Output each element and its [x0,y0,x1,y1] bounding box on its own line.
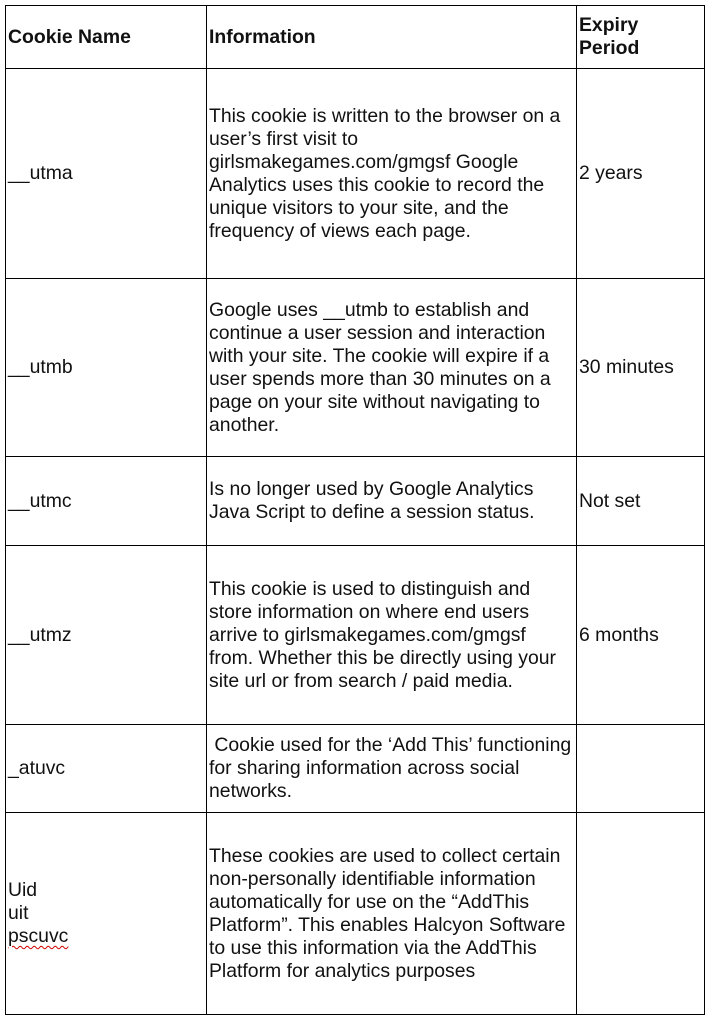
cookie-expiry-cell [577,725,705,813]
cookie-info: Google uses __utmb to establish and continue a user session and interaction with your site. The cookie will expire if a user spends more than 30 minutes on a page on your site without navigating to another. [209,298,551,436]
cookie-info: Cookie used for the ‘Add This’ functioning for sharing information across social networks. [209,734,577,802]
cookie-info-cell [207,813,577,1015]
cookie-info: These cookies are used to collect certain non-personally identifiable information automatically for use on the “AddThis Platform”. This enables Halcyon Software to use this information via the AddThis Platform for analytics purposes [209,844,566,982]
header-information: Information [207,6,577,69]
cookie-info-cell [207,725,577,813]
cookie-name-cell [6,725,207,813]
table-row [6,813,705,1015]
cookie-name-cell [6,279,207,457]
cookie-expiry-cell: 30 minutes [577,279,705,457]
cookie-table-container [5,5,705,1015]
cookie-expiry-cell [577,813,705,1015]
cookie-name: uit [8,902,29,924]
header-expiry-period: Expiry Period [577,6,705,69]
cookie-name: __utmc [8,489,72,512]
table-row [6,546,705,725]
table-header-row [6,6,705,69]
cookie-name: _atuvc [8,757,66,779]
cookie-name: __utmb [8,356,73,378]
cookie-name: __utmz [8,623,72,646]
table-row [6,69,705,279]
cookie-name-cell [6,69,207,279]
cookie-info: This cookie is written to the browser on a user’s first visit to girlsmakegames.com/gmgsf Google Analytics uses this cookie to record the unique visitors to your site, and the frequency of views each page. [209,104,561,242]
header-cookie-name: Cookie Name [6,6,207,69]
cookie-expiry-cell: 6 months [577,546,705,725]
table-row [6,279,705,457]
cookie-name: __utma [8,162,73,184]
cookie-info-cell [207,69,577,279]
cookie-info-cell [207,279,577,457]
cookie-expiry-cell: 2 years [577,69,705,279]
cookie-info: Is no longer used by Google Analytics Java Script to define a session status. [209,478,535,523]
cookie-name: Uid [8,879,38,901]
cookie-info-cell [207,546,577,725]
cookie-name-cell [6,813,207,1015]
cookie-expiry-cell: Not set [577,457,705,546]
cookie-info-cell [207,457,577,546]
cookie-name-cell [6,546,207,725]
cookie-info: This cookie is used to distinguish and store information on where end users arrive to girlsmakegames.com/gmgsf from. Whether this be directly using your site url or from search / paid media. [209,577,557,692]
cookie-name-cell [6,457,207,546]
cookie-name-misspelled: pscuvc [8,925,69,947]
table-row [6,725,705,813]
cookie-table [5,5,705,1015]
table-row [6,457,705,546]
